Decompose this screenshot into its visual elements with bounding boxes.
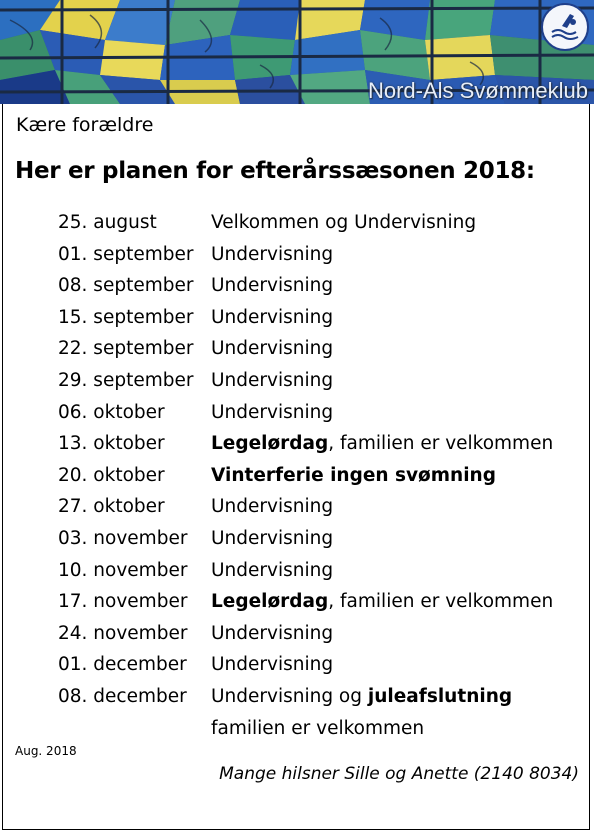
schedule-description	[211, 654, 333, 675]
club-name: Nord-Als Svømmeklub	[367, 78, 588, 103]
schedule-description-pre: Undervisning	[211, 275, 334, 297]
schedule-description-bold: Legelørdag	[211, 591, 329, 613]
page-title: Her er planen for efterårssæsonen 2018:	[15, 158, 535, 184]
schedule-description-pre: Velkommen og Undervisning	[211, 212, 477, 233]
schedule-date: 20. oktober	[58, 464, 165, 486]
schedule-description-post: , familien er velkommen	[328, 433, 554, 455]
schedule-description-pre: Undervisning	[211, 369, 334, 391]
schedule-date: 29. september	[58, 369, 194, 391]
schedule-date: 22. september	[58, 338, 194, 360]
swimmer-logo-icon	[540, 2, 590, 52]
schedule-description	[211, 338, 333, 359]
schedule-description-pre: Undervisning	[211, 306, 334, 328]
schedule-date: 10. november	[58, 559, 188, 581]
schedule-description	[211, 528, 333, 549]
schedule-date: 08. september	[58, 275, 194, 297]
schedule-description-pre: Undervisning	[211, 496, 334, 518]
greeting: Kære forældre	[16, 114, 154, 136]
schedule-description	[211, 370, 333, 391]
schedule-description	[211, 307, 333, 328]
schedule-description-post: , familien er velkommen	[328, 591, 554, 613]
schedule-description	[211, 275, 333, 296]
letter-page	[2, 104, 590, 830]
schedule-date: 06. oktober	[58, 401, 165, 423]
schedule-date: 01. december	[58, 654, 187, 676]
header-banner	[0, 0, 594, 104]
schedule-date: 27. oktober	[58, 496, 165, 518]
schedule-description	[211, 244, 333, 265]
signature: Mange hilsner Sille og Anette (2140 8034)	[219, 764, 579, 784]
schedule-description	[211, 686, 512, 707]
schedule-description	[211, 591, 553, 612]
schedule-description	[211, 560, 333, 581]
schedule-description	[211, 496, 333, 517]
schedule-date: 13. oktober	[58, 433, 165, 455]
schedule-description-pre: Undervisning	[211, 622, 334, 644]
schedule-date: 25. august	[58, 212, 157, 233]
schedule-description-pre: Undervisning	[211, 338, 334, 360]
schedule-date: 17. november	[58, 591, 188, 613]
schedule-continuation: familien er velkommen	[211, 717, 425, 739]
schedule-date: 24. november	[58, 622, 188, 644]
schedule-date: 01. september	[58, 243, 194, 265]
schedule-description-pre: Undervisning	[211, 654, 334, 676]
schedule-description-pre: Undervisning	[211, 243, 334, 265]
schedule-description-pre: Undervisning	[211, 527, 334, 549]
footer-date: Aug. 2018	[15, 744, 77, 758]
schedule-description-pre: Undervisning	[211, 401, 334, 423]
schedule-description-pre: Undervisning	[211, 559, 334, 581]
schedule-description-bold: juleafslutning	[367, 685, 513, 707]
schedule-description	[211, 433, 553, 454]
schedule-description	[211, 623, 333, 644]
schedule-date: 15. september	[58, 306, 194, 328]
schedule-description	[211, 465, 496, 486]
schedule-description-bold: Vinterferie ingen svømning	[211, 464, 496, 486]
schedule-description	[211, 212, 476, 233]
schedule-description-pre: Undervisning og	[211, 685, 368, 707]
schedule-description-bold: Legelørdag	[211, 433, 329, 455]
schedule-description	[211, 402, 333, 423]
schedule-date: 03. november	[58, 527, 188, 549]
schedule-date: 08. december	[58, 685, 187, 707]
